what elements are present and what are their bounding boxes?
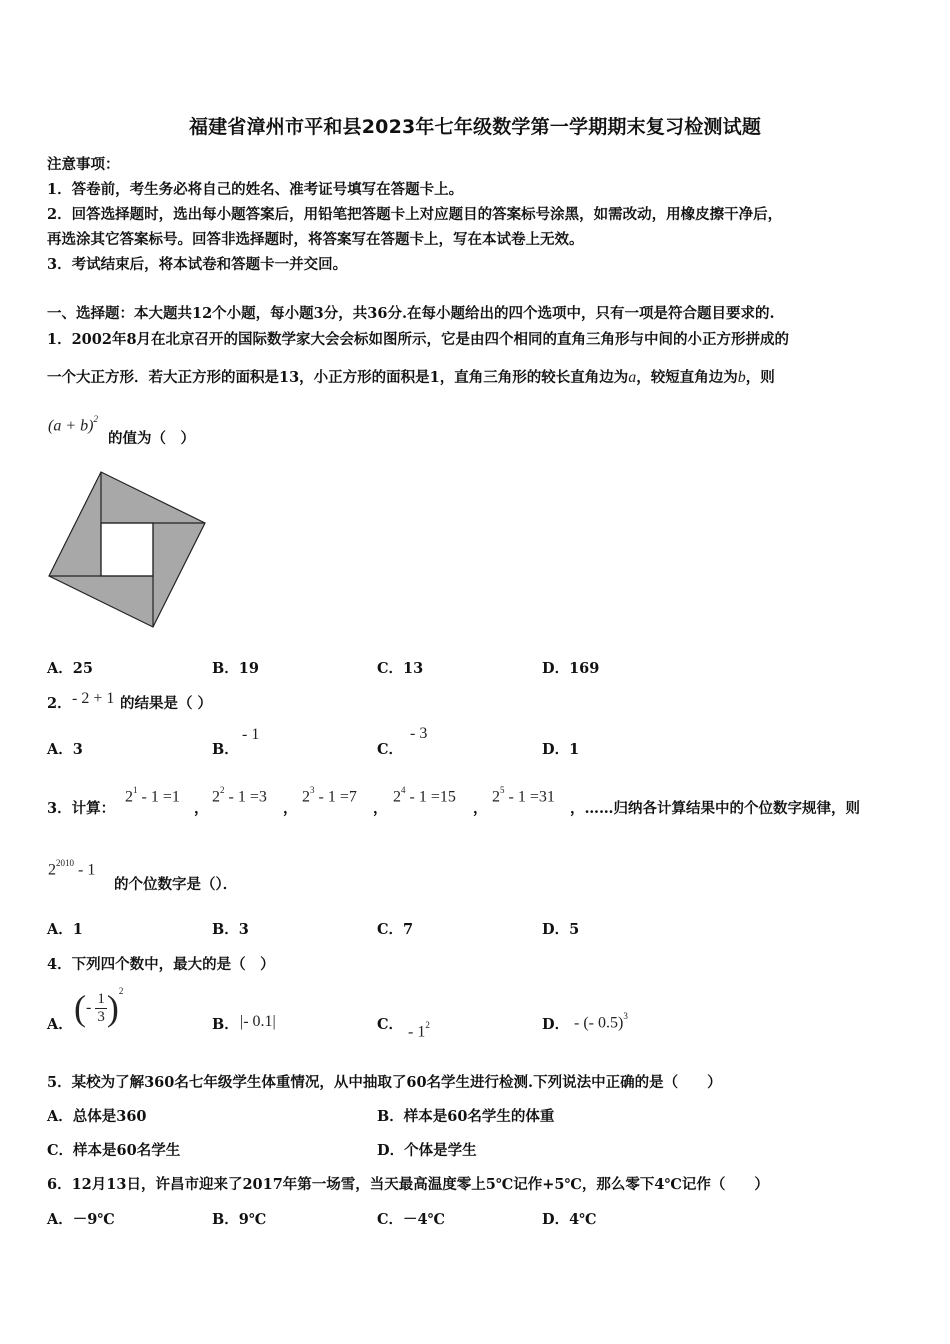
q4-stem: 4．下列四个数中，最大的是（ ）	[47, 956, 275, 973]
notice-item: 3．考试结束后，将本试卷和答题卡一并交回。	[47, 256, 348, 273]
var-a: a	[628, 369, 637, 386]
q4-option-d-value: - (- 0.5)$^3$	[574, 1011, 628, 1032]
notice-heading: 注意事项：	[47, 156, 120, 173]
q2-option-a[interactable]: A．3	[47, 741, 83, 758]
q2-option-d[interactable]: D．1	[542, 741, 580, 758]
q5-option-c[interactable]: C．样本是60名学生	[47, 1142, 181, 1159]
q4-option-a-value: (- $\frac{1}{3}$ )$^2$	[74, 986, 124, 1028]
q3-expression-3: $2^3 - 1 =7$	[302, 785, 357, 806]
q1-line1: 1．2002年8月在北京召开的国际数学家大会会标如图所示，它是由四个相同的直角三角形与中间的小正方形拼成的	[47, 331, 790, 348]
q1-option-b[interactable]: B．19	[212, 660, 259, 677]
q3-separator: ，	[194, 800, 209, 817]
q6-option-c[interactable]: C．－4℃	[377, 1211, 446, 1228]
q5-stem: 5．某校为了解360名七年级学生体重情况，从中抽取了60名学生进行检测.下列说法中正确的是（ ）	[47, 1074, 722, 1091]
q6-option-d[interactable]: D．4℃	[542, 1211, 597, 1228]
q4-option-b-value: |- 0.1|	[240, 1013, 276, 1030]
q4-option-d[interactable]: D．	[542, 1016, 570, 1033]
q1-option-d[interactable]: D．169	[542, 660, 600, 677]
q3-number: 3．计算：	[47, 800, 116, 817]
q1-option-c[interactable]: C．13	[377, 660, 424, 677]
q3-expression-target: $2^{2010} - 1$	[48, 858, 96, 879]
q4-option-c-value: - $1^2$	[408, 1020, 430, 1041]
q3-option-c[interactable]: C．7	[377, 921, 414, 938]
q5-option-a[interactable]: A．总体是360	[47, 1108, 147, 1125]
q3-separator: ，	[373, 800, 388, 817]
q6-option-b[interactable]: B．9℃	[212, 1211, 267, 1228]
q2-option-c-value: - 3	[410, 725, 428, 742]
q3-expression-5: $2^5 - 1 =31$	[492, 785, 555, 806]
q1-question: 的值为（ ）	[108, 430, 195, 447]
q3-expression-1: $2^1 - 1 =1$	[125, 785, 180, 806]
q4-option-c[interactable]: C．	[377, 1016, 404, 1033]
section-heading: 一、选择题：本大题共12个小题，每小题3分，共36分.在每小题给出的四个选项中，只有一项是符合题目要求的.	[47, 305, 775, 322]
q3-expression-4: $2^4 - 1 =15$	[393, 785, 456, 806]
pinwheel-square-figure	[40, 465, 215, 635]
page-title: 福建省漳州市平和县2023年七年级数学第一学期期末复习检测试题	[188, 116, 762, 138]
q5-option-d[interactable]: D．个体是学生	[377, 1142, 477, 1159]
var-b: b	[737, 369, 746, 386]
q4-option-a[interactable]: A．	[47, 1016, 73, 1033]
q3-separator: ，	[283, 800, 298, 817]
fraction: $\frac{1}{3}$	[97, 990, 105, 1025]
q3-expression-2: $2^2 - 1 =3$	[212, 785, 267, 806]
q1-option-a[interactable]: A．25	[47, 660, 93, 677]
notice-item: 1．答卷前，考生务必将自己的姓名、准考证号填写在答题卡上。	[47, 181, 464, 198]
q6-stem: 6．12月13日，许昌市迎来了2017年第一场雪，当天最高温度零上5℃记作+5℃，那么零下4℃记作（ ）	[47, 1176, 769, 1193]
q2-expression: - 2 + 1	[72, 690, 115, 707]
q3-question-tail: ，……归纳各计算结果中的个位数字规律，则	[570, 800, 860, 817]
q1-line2: 一个大正方形．若大正方形的面积是13，小正方形的面积是1，直角三角形的较长直角边为a，较短直角边为b，则	[47, 369, 775, 386]
q6-option-a[interactable]: A．－9℃	[47, 1211, 115, 1228]
q2-option-b[interactable]: B．	[212, 741, 239, 758]
notice-item: 再选涂其它答案标号。回答非选择题时，将答案写在答题卡上，写在本试卷上无效。	[47, 231, 584, 248]
q2-option-c[interactable]: C．	[377, 741, 404, 758]
q2-question: 的结果是（ ）	[120, 695, 213, 712]
q5-option-b[interactable]: B．样本是60名学生的体重	[377, 1108, 555, 1125]
q4-option-b[interactable]: B．	[212, 1016, 239, 1033]
q2-number: 2．	[47, 695, 72, 712]
notice-item: 2．回答选择题时，选出每小题答案后，用铅笔把答题卡上对应题目的答案标号涂黑，如需改动，用橡皮擦干净后，	[47, 206, 783, 223]
q3-separator: ，	[473, 800, 488, 817]
q3-question: 的个位数字是（）．	[114, 876, 238, 893]
q3-option-d[interactable]: D．5	[542, 921, 580, 938]
q3-option-b[interactable]: B．3	[212, 921, 249, 938]
q2-option-b-value: - 1	[242, 726, 260, 743]
q1-expression: $(a + b)^2$	[48, 414, 98, 435]
q3-option-a[interactable]: A．1	[47, 921, 83, 938]
